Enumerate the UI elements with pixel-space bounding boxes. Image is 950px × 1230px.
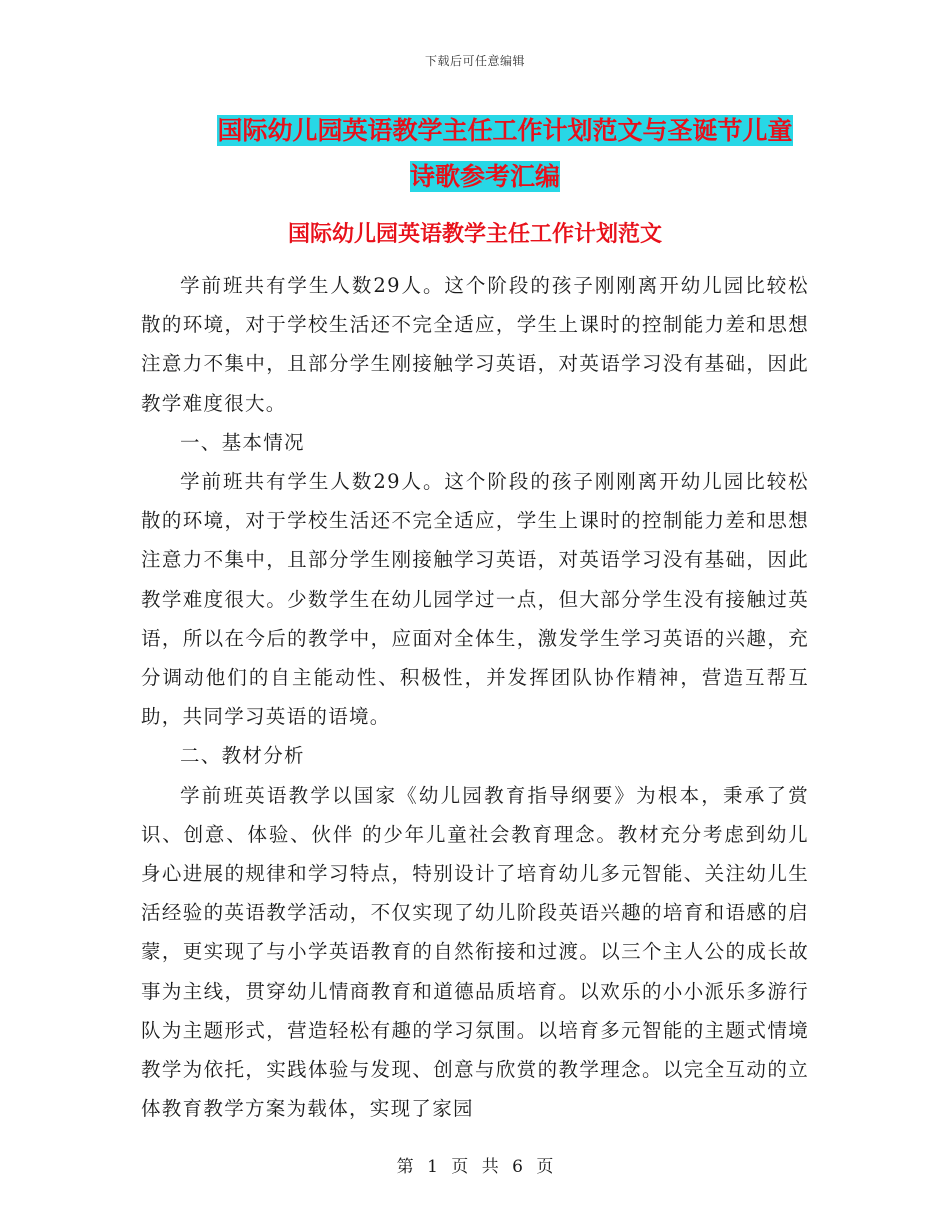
- paragraph-textbook-analysis: 学前班英语教学以国家《幼儿园教育指导纲要》为根本，秉承了赏识、创意、体验、伙伴 的少年儿童社会教育理念。教材充分考虑到幼儿身心进展的规律和学习特点，特别设计了培育幼儿多元智能、关注幼儿生活经验的英语教学活动，不仅实现了幼儿阶段英语兴趣的培育和语感的启蒙，更实现了与小学英语教育的自然衔接和过渡。以三个主人公的成长故事为主线，贯穿幼儿情商教育和道德品质培育。以欢乐的小小派乐多游行队为主题形式，营造轻松有趣的学习氛围。以培育多元智能的主题式情境教学为依托，实践体验与发现、创意与欣赏的教学理念。以完全互动的立体教育教学方案为载体，实现了家园: [141, 783, 809, 1121]
- paragraph-basic-situation: 学前班共有学生人数29人。这个阶段的孩子刚刚离开幼儿园比较松散的环境，对于学校生活还不完全适应，学生上课时的控制能力差和思想注意力不集中，且部分学生刚接触学习英语，对英语学习没有基础，因此教学难度很大。少数学生在幼儿园学过一点，但大部分学生没有接触过英语，所以在今后的教学中，应面对全体生，激发学生学习英语的兴趣，充分调动他们的自主能动性、积极性，并发挥团队协作精神，营造互帮互助，共同学习英语的语境。: [141, 470, 809, 729]
- header-note: 下载后可任意编辑: [424, 54, 525, 68]
- paragraph-intro: 学前班共有学生人数29人。这个阶段的孩子刚刚离开幼儿园比较松散的环境，对于学校生活还不完全适应，学生上课时的控制能力差和思想注意力不集中，且部分学生刚接触学习英语，对英语学习没有基础，因此教学难度很大。: [141, 274, 809, 415]
- heading-basic-situation: 一、基本情况: [180, 430, 305, 454]
- heading-textbook-analysis: 二、教材分析: [180, 744, 305, 768]
- section-title: 国际幼儿园英语教学主任工作计划范文: [287, 222, 662, 247]
- document-title-line-1: 国际幼儿园英语教学主任工作计划范文与圣诞节儿童: [217, 116, 793, 145]
- body-text: [141, 266, 809, 1128]
- document-title-line-2: 诗歌参考汇编: [409, 162, 560, 191]
- document-title: [140, 108, 830, 200]
- page-footer: 第 1 页 共 6 页: [396, 1157, 554, 1177]
